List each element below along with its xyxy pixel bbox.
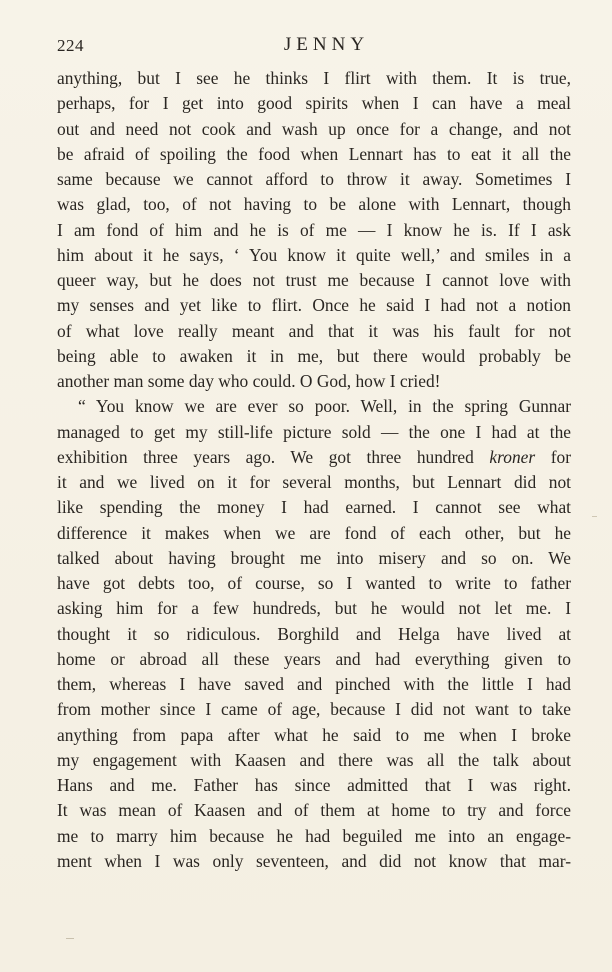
text-line: another man some day who could. O God, how I cried! — [57, 371, 441, 391]
text-line: me to marry him because he had beguiled me into an engage- — [57, 825, 571, 846]
text-line: like spending the money I had earned. I cannot see what — [57, 497, 571, 518]
text-line: be afraid of spoiling the food when Lennart has to eat it all the — [57, 143, 571, 164]
text-line: difference it makes when we are fond of each other, but he — [57, 522, 571, 543]
text-line: my senses and yet like to flirt. Once he said I had not a notion — [57, 295, 571, 316]
text-segment: exhibition three years ago. We got three hundred — [57, 446, 474, 467]
text-line: managed to get my still-life picture sold — the one I had at the — [57, 421, 571, 442]
text-line: thought it so ridiculous. Borghild and Helga have lived at — [57, 623, 571, 644]
italic-word: kroner — [489, 446, 536, 467]
text-line: queer way, but he does not trust me because I cannot love with — [57, 270, 571, 290]
body-text — [57, 66, 571, 874]
text-line: perhaps, for I get into good spirits when I can have a meal — [57, 93, 571, 114]
text-line: of what love really meant and that it was his fault for not — [57, 320, 571, 341]
text-line: I am fond of him and he is of me — I know he is. If I ask — [57, 219, 571, 240]
text-line: him about it he says, ‘ You know it quite well,’ and smiles in a — [57, 244, 571, 265]
text-line: it and we lived on it for several months, but Lennart did not — [57, 472, 571, 492]
text-line: from mother since I came of age, because I did not want to take — [57, 699, 571, 720]
page-blemish — [592, 516, 597, 517]
text-line: asking him for a few hundreds, but he would not let me. I — [57, 598, 571, 619]
text-line: have got debts too, of course, so I wanted to write to father — [57, 573, 571, 593]
text-segment: for — [550, 446, 571, 467]
text-line: Hans and me. Father has since admitted that I was right. — [57, 775, 571, 795]
text-line: being able to awaken it in me, but there would probably be — [57, 345, 571, 366]
page-number: 224 — [57, 36, 84, 55]
text-line: anything, but I see he thinks I flirt with them. It is true, — [57, 68, 571, 88]
text-line: my engagement with Kaasen and there was all the talk about — [57, 749, 571, 770]
text-line: out and need not cook and wash up once for a change, and not — [57, 118, 571, 139]
text-line: It was mean of Kaasen and of them at home to try and force — [57, 800, 571, 821]
text-line: same because we cannot afford to throw it away. Sometimes I — [57, 169, 571, 189]
page-header — [57, 34, 570, 58]
text-line: home or abroad all these years and had everything given to — [57, 648, 571, 669]
text-line: anything from papa after what he said to me when I broke — [57, 724, 571, 745]
text-line: was glad, too, of not having to be alone with Lennart, though — [57, 194, 571, 215]
text-line — [57, 445, 571, 470]
text-line: talked about having brought me into misery and so on. We — [57, 547, 571, 568]
text-line: ment when I was only seventeen, and did not know that mar- — [57, 850, 571, 871]
running-title: JENNY — [283, 34, 370, 55]
text-line: them, whereas I have saved and pinched with the little I had — [57, 674, 571, 694]
text-line: “ You know we are ever so poor. Well, in the spring Gunnar — [78, 396, 571, 417]
page-blemish — [66, 938, 74, 939]
